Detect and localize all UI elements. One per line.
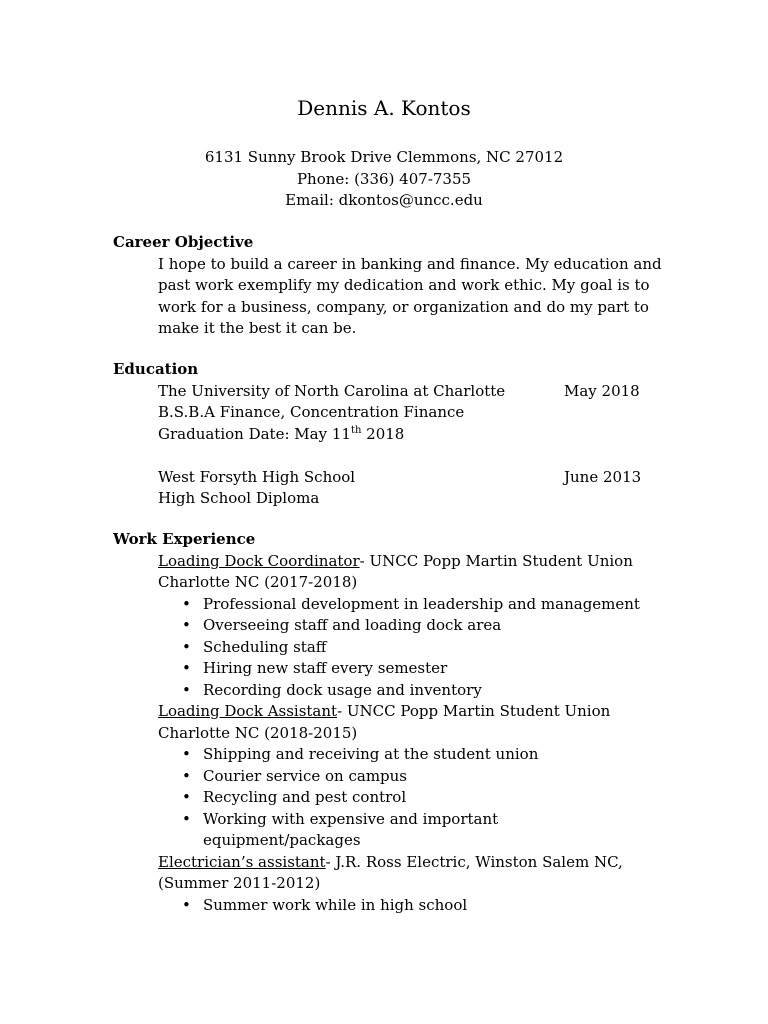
job-location: Charlotte NC (2017-2018) (158, 573, 358, 591)
bullet-icon: • (182, 659, 191, 677)
graduation-line (158, 424, 673, 446)
objective-text (158, 254, 662, 340)
bullet-icon: • (182, 745, 191, 763)
graduation-prefix: Graduation Date: May 11 (158, 424, 351, 443)
school-name: West Forsyth High School (158, 467, 356, 486)
job-employer: - J.R. Ross Electric, Winston Salem NC, (325, 852, 623, 871)
list-item: • Hiring new staff every semester (182, 658, 673, 680)
objective-heading: Career Objective (113, 233, 254, 251)
degree-line: B.S.B.A Finance, Concentration Finance (158, 403, 465, 421)
work-heading: Work Experience (113, 530, 256, 548)
objective-section (113, 232, 673, 340)
school-name: The University of North Carolina at Charlotte (158, 381, 506, 400)
phone-line: Phone: (336) 407-7355 (296, 169, 472, 188)
job-employer: - UNCC Popp Martin Student Union (359, 551, 633, 570)
list-item: • Recycling and pest control (182, 787, 673, 809)
degree-line: High School Diploma (158, 489, 320, 507)
bullet-icon: • (182, 895, 191, 914)
job-title: Electrician’s assistant (158, 852, 326, 871)
school-entry (158, 467, 673, 510)
list-item: • Summer work while in high school (182, 895, 673, 917)
list-item: • Courier service on campus (182, 766, 673, 788)
job-bullets (182, 895, 673, 917)
list-item: • Scheduling staff (182, 637, 673, 659)
school-date: June 2013 (564, 467, 642, 486)
job-employer: - UNCC Popp Martin Student Union (337, 702, 611, 720)
address-line: 6131 Sunny Brook Drive Clemmons, NC 27012 (204, 148, 564, 166)
graduation-year: 2018 (361, 424, 405, 443)
contact-block (0, 147, 768, 212)
job-title: Loading Dock Assistant (158, 702, 338, 720)
school-date: May 2018 (564, 381, 640, 400)
objective-line: work for a business, company, or organization and do my part to (158, 297, 649, 316)
list-item-continuation: equipment/packages (203, 831, 361, 849)
bullet-icon: • (182, 766, 191, 785)
job-title: Loading Dock Coordinator (158, 551, 360, 570)
bullet-icon: • (182, 637, 191, 656)
job-entry (158, 852, 673, 917)
bullet-icon: • (182, 594, 191, 613)
email-line: Email: dkontos@uncc.edu (285, 191, 483, 209)
bullet-icon: • (182, 809, 191, 828)
job-bullets (182, 594, 673, 702)
list-item: • Overseeing staff and loading dock area (182, 615, 673, 637)
education-heading: Education (113, 360, 199, 378)
objective-line: past work exemplify my dedication and work ethic. My goal is to (158, 276, 650, 294)
bullet-icon: • (182, 788, 191, 806)
list-item: • Recording dock usage and inventory (182, 680, 673, 702)
job-location: (Summer 2011-2012) (158, 874, 321, 892)
job-bullets (182, 744, 673, 852)
education-section (113, 359, 673, 510)
list-item: • Working with expensive and important equipment/packages (182, 809, 499, 849)
job-entry (158, 701, 673, 852)
objective-line: make it the best it can be. (158, 319, 357, 337)
bullet-icon: • (182, 680, 191, 699)
work-section (113, 529, 673, 916)
graduation-ordinal: th (350, 424, 362, 436)
list-item: • Shipping and receiving at the student union (182, 744, 673, 766)
resume-name: Dennis A. Kontos (297, 96, 471, 120)
objective-line: I hope to build a career in banking and finance. My education and (158, 254, 662, 273)
bullet-icon: • (182, 616, 191, 634)
school-entry (158, 381, 673, 467)
list-item: • Professional development in leadership and management (182, 594, 673, 616)
job-entry (158, 551, 673, 702)
job-location: Charlotte NC (2018-2015) (158, 723, 358, 742)
